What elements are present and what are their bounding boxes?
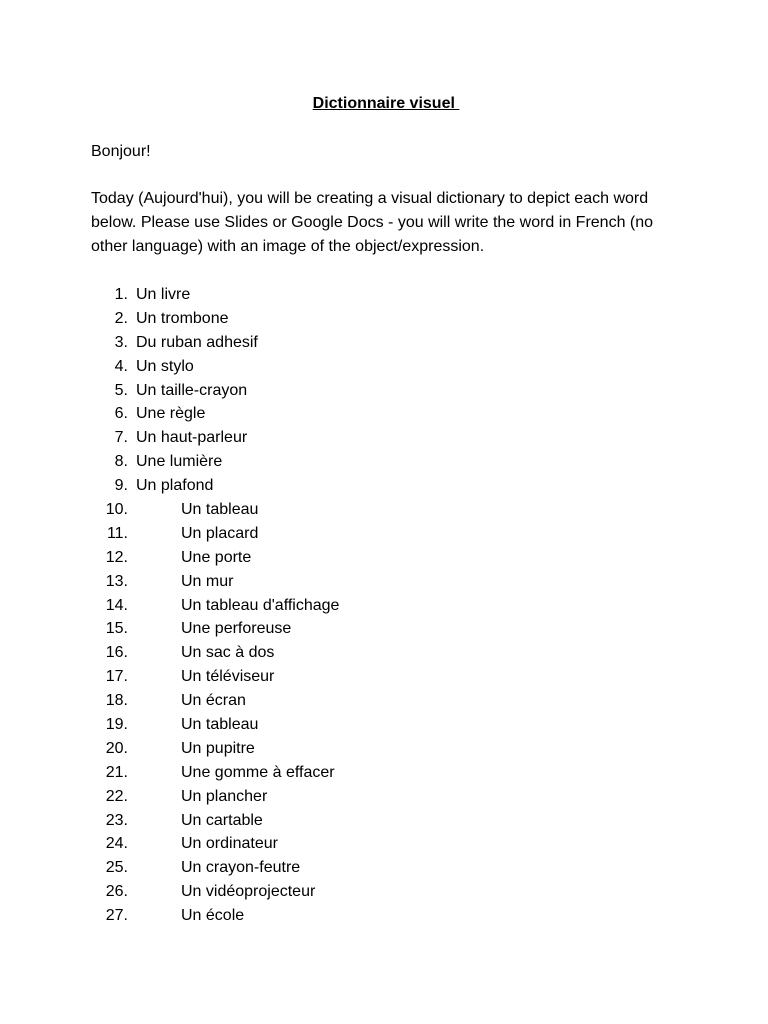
list-item-number: 19. — [105, 716, 128, 734]
list-item-number: 14. — [105, 596, 128, 614]
list-item-word: Une lumière — [136, 453, 223, 471]
list-item — [0, 617, 768, 641]
list-item-number: 26. — [105, 883, 128, 901]
list-item-word: Un crayon-feutre — [181, 859, 301, 877]
list-item — [0, 641, 768, 665]
list-item-number: 27. — [105, 907, 128, 925]
list-item-number: 1. — [114, 286, 128, 303]
list-item — [0, 689, 768, 713]
list-item-number: 15. — [105, 620, 128, 638]
list-item-number: 6. — [114, 405, 128, 423]
list-item-number: 9. — [114, 477, 128, 495]
vocabulary-list — [0, 283, 768, 928]
list-item — [0, 355, 768, 379]
list-item — [0, 904, 768, 928]
list-item-number: 25. — [105, 859, 128, 877]
list-item — [0, 880, 768, 904]
list-item-number: 5. — [114, 381, 128, 399]
list-item-word: Un stylo — [136, 357, 194, 375]
intro-paragraph: Today (Aujourd'hui), you will be creating a visual dictionary to depict each word below. Please use Slides or Google Docs - you will write the word in French (no other language) with an image of the object/expression. — [91, 190, 654, 255]
list-item-number: 23. — [105, 811, 128, 829]
list-item-number: 10. — [105, 501, 128, 519]
list-item-word: Un plafond — [136, 477, 214, 495]
list-item — [0, 594, 768, 618]
list-item-number: 22. — [105, 787, 128, 805]
list-item — [0, 665, 768, 689]
list-item-word: Un école — [181, 907, 245, 925]
list-item-number: 2. — [114, 309, 128, 327]
list-item-number: 11. — [106, 524, 128, 542]
list-item — [0, 737, 768, 761]
list-item — [0, 379, 768, 403]
list-item-number: 24. — [105, 835, 128, 853]
list-item-word: Un vidéoprojecteur — [181, 883, 316, 901]
list-item — [0, 331, 768, 355]
list-item-word: Un tableau — [181, 501, 259, 519]
list-item-number: 13. — [105, 572, 128, 590]
list-item-number: 4. — [114, 357, 128, 375]
list-item-word: Un mur — [181, 572, 234, 590]
list-item-word: Un livre — [136, 286, 191, 303]
list-item — [0, 570, 768, 594]
list-item-word: Un cartable — [181, 811, 263, 829]
list-item-number: 16. — [105, 644, 128, 662]
list-item-number: 3. — [114, 333, 128, 351]
list-item-number: 8. — [114, 453, 128, 471]
list-item-number: 21. — [105, 763, 128, 781]
list-item — [0, 713, 768, 737]
list-item-word: Un téléviseur — [181, 668, 275, 686]
list-item-word: Un tableau — [181, 716, 259, 734]
list-item — [0, 761, 768, 785]
list-item-word: Un tableau d'affichage — [181, 596, 340, 614]
list-item-number: 20. — [105, 739, 128, 757]
list-item — [0, 522, 768, 546]
greeting-text: Bonjour! — [91, 143, 151, 160]
list-item — [0, 856, 768, 880]
list-item — [0, 546, 768, 570]
list-item-word: Une gomme à effacer — [181, 763, 335, 781]
list-item-number: 7. — [114, 429, 128, 447]
list-item — [0, 450, 768, 474]
list-item-word: Un sac à dos — [181, 644, 275, 662]
list-item — [0, 832, 768, 856]
list-item-number: 12. — [105, 548, 128, 566]
list-item-word: Un plancher — [181, 787, 268, 805]
list-item-word: Un trombone — [136, 309, 229, 327]
document-title: Dictionnaire visuel — [312, 95, 460, 112]
list-item-word: Un ordinateur — [181, 835, 278, 853]
list-item-word: Une perforeuse — [181, 620, 292, 638]
list-item-word: Un taille-crayon — [136, 381, 248, 399]
list-item — [0, 283, 768, 307]
list-item-word: Une porte — [181, 548, 252, 566]
list-item — [0, 474, 768, 498]
list-item — [0, 426, 768, 450]
list-item-word: Un haut-parleur — [136, 429, 248, 447]
list-item-number: 18. — [105, 692, 128, 710]
list-item — [0, 785, 768, 809]
list-item — [0, 402, 768, 426]
list-item — [0, 307, 768, 331]
list-item-word: Du ruban adhesif — [136, 333, 258, 351]
list-item-word: Un placard — [181, 524, 259, 542]
list-item — [0, 498, 768, 522]
list-item-word: Une règle — [136, 405, 206, 423]
list-item-number: 17. — [105, 668, 128, 686]
list-item-word: Un écran — [181, 692, 246, 710]
list-item — [0, 809, 768, 833]
list-item-word: Un pupitre — [181, 739, 255, 757]
